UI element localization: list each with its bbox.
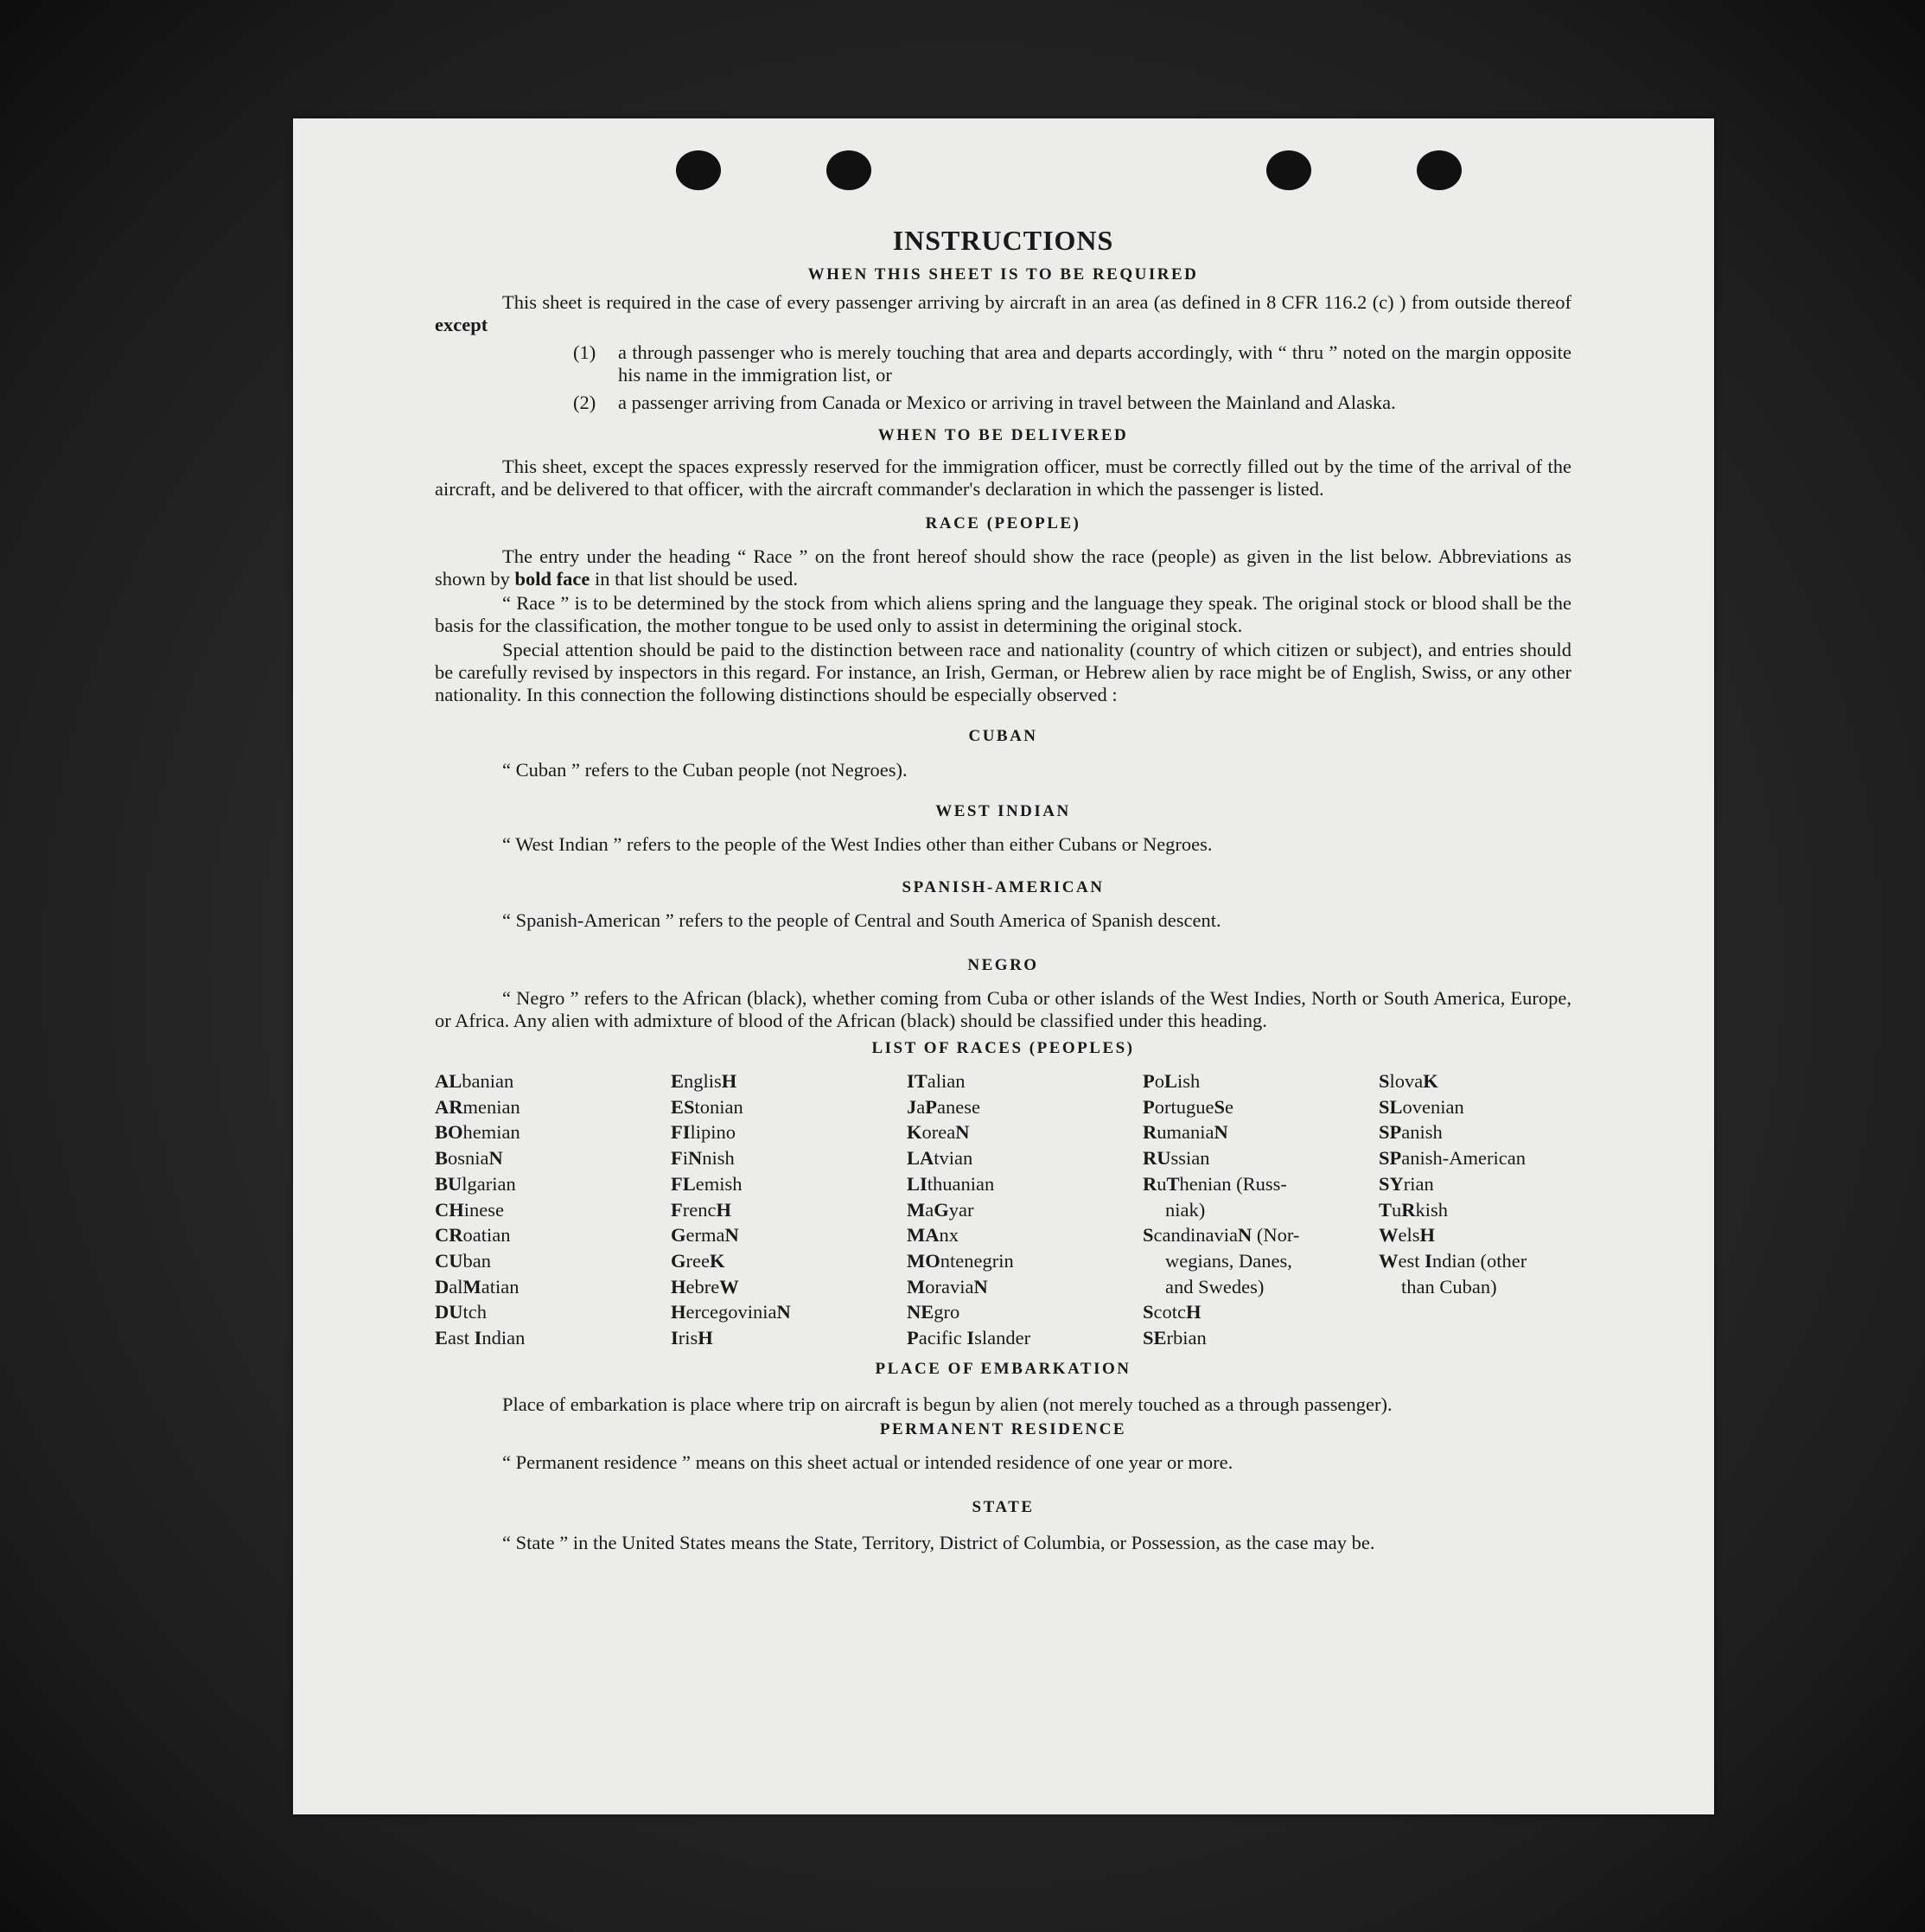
race-entry: CRoatian: [435, 1224, 511, 1247]
race-entry: HercegoviniaN: [671, 1301, 791, 1323]
section-heading: WHEN TO BE DELIVERED: [877, 426, 1129, 444]
race-entry: SYrian: [1379, 1172, 1434, 1195]
race-entry: CUban: [435, 1249, 491, 1272]
race-entry: JaPanese: [907, 1095, 980, 1118]
race-entry: Pacific Islander: [907, 1327, 1031, 1349]
race-entry: SPanish-American: [1379, 1147, 1526, 1170]
race-entry: MOntenegrin: [907, 1249, 1014, 1272]
section-heading: WHEN THIS SHEET IS TO BE REQUIRED: [807, 265, 1199, 284]
race-entry: KoreaN: [907, 1121, 970, 1144]
race-entry: EnglisH: [671, 1070, 737, 1092]
race-entry: ScandinaviaN (Nor-: [1143, 1224, 1300, 1247]
race-entry: BosniaN: [435, 1147, 503, 1170]
section-heading: CUBAN: [968, 727, 1038, 745]
race-entry: SlovaK: [1379, 1070, 1438, 1092]
race-entry: MoraviaN: [907, 1275, 988, 1298]
race-paragraph: The entry under the heading “ Race ” on the front hereof should show the race (people) as given in the list below. Abbreviations as shown by bold face in that list should be used.: [435, 545, 1571, 590]
list-item: (1) a through passenger who is merely touching that area and departs accordingly, with “ thru ” noted on the margin opposite his name in the immigration list, or: [573, 341, 1571, 386]
race-entry: NEgro: [907, 1301, 960, 1323]
section-heading: PLACE OF EMBARKATION: [875, 1359, 1131, 1378]
list-item: (2) a passenger arriving from Canada or Mexico or arriving in travel between the Mainland and Alaska.: [573, 392, 1396, 413]
race-entry: wegians, Danes,: [1165, 1249, 1292, 1272]
embarkation-text: Place of embarkation is place where trip on aircraft is begun by alien (not merely touched as a through passenger).: [502, 1393, 1393, 1415]
race-entry: DalMatian: [435, 1275, 519, 1298]
punch-hole: [676, 150, 721, 190]
section-heading: LIST OF RACES (PEOPLES): [871, 1039, 1135, 1057]
west-indian-text: “ West Indian ” refers to the people of the West Indies other than either Cubans or Negroes.: [502, 833, 1213, 855]
race-entry: RumaniaN: [1143, 1121, 1228, 1144]
race-entry: FiNnish: [671, 1147, 735, 1170]
race-entry: GermaN: [671, 1224, 739, 1247]
race-entry: SPanish: [1379, 1121, 1443, 1144]
race-column: [1143, 1068, 1379, 1351]
race-entry: than Cuban): [1401, 1275, 1497, 1298]
negro-text: “ Negro ” refers to the African (black), whether coming from Cuba or other islands of the West Indies, North or South America, Europe, or Africa. Any alien with admixture of blood of the African (black) should be classified under this heading.: [435, 987, 1571, 1031]
race-entry: LIthuanian: [907, 1172, 995, 1195]
race-column: [1379, 1068, 1571, 1351]
cuban-text: “ Cuban ” refers to the Cuban people (not Negroes).: [502, 759, 908, 781]
instructions-content: [435, 222, 1571, 1557]
race-entry: ScotcH: [1143, 1301, 1202, 1323]
spanish-american-text: “ Spanish-American ” refers to the people of Central and South America of Spanish descent.: [502, 909, 1221, 931]
race-entry: RuThenian (Russ-: [1143, 1172, 1287, 1195]
race-column: [907, 1068, 1143, 1351]
section-heading: RACE (PEOPLE): [925, 514, 1081, 532]
section-heading: WEST INDIAN: [935, 802, 1071, 820]
document-page: [293, 118, 1714, 1814]
race-entry: and Swedes): [1165, 1275, 1265, 1298]
bold-face-text: bold face: [514, 568, 590, 590]
except-bold: except: [435, 314, 488, 335]
punch-hole: [1417, 150, 1462, 190]
punch-hole: [826, 150, 871, 190]
race-entry: FrencH: [671, 1198, 731, 1221]
race-entry: WelsH: [1379, 1224, 1436, 1247]
race-entry: ALbanian: [435, 1070, 514, 1092]
section-heading: NEGRO: [967, 956, 1039, 974]
race-entry: MaGyar: [907, 1198, 974, 1221]
race-entry: SLovenian: [1379, 1095, 1464, 1118]
punch-hole: [1266, 150, 1311, 190]
race-entry: TuRkish: [1379, 1198, 1449, 1221]
race-entry: PortugueSe: [1143, 1095, 1233, 1118]
section-heading: STATE: [972, 1497, 1035, 1516]
race-column: [671, 1068, 907, 1351]
race-entry: GreeK: [671, 1249, 725, 1272]
race-entry: PoLish: [1143, 1070, 1201, 1092]
race-entry: IrisH: [671, 1327, 713, 1349]
page-title: INSTRUCTIONS: [892, 225, 1114, 256]
section-heading: SPANISH-AMERICAN: [902, 878, 1105, 896]
race-entry: FLemish: [671, 1172, 743, 1195]
state-text: “ State ” in the United States means the State, Territory, District of Columbia, or Possession, as the case may be.: [502, 1531, 1375, 1553]
race-column: [435, 1068, 671, 1351]
race-entry: BOhemian: [435, 1121, 520, 1144]
race-entry: LAtvian: [907, 1147, 973, 1170]
requirement-intro: This sheet is required in the case of every passenger arriving by aircraft in an area (as defined in 8 CFR 116.2 (c) ) from outside thereof except: [435, 291, 1571, 335]
race-entry: ARmenian: [435, 1095, 520, 1118]
section-heading: PERMANENT RESIDENCE: [879, 1419, 1127, 1438]
race-entry: SErbian: [1143, 1327, 1207, 1349]
race-paragraph: Special attention should be paid to the distinction between race and nationality (country of which citizen or subject), and entries should be carefully revised by inspectors in this regard. For instance, an Irish, German, or Hebrew alien by race might be of English, Swiss, or any other nationality. In this connection the following distinctions should be especially observed :: [435, 639, 1571, 705]
race-entry: DUtch: [435, 1301, 487, 1323]
residence-text: “ Permanent residence ” means on this sheet actual or intended residence of one year or more.: [502, 1451, 1233, 1473]
race-entry: niak): [1165, 1198, 1206, 1221]
race-entry: CHinese: [435, 1198, 504, 1221]
race-entry: EStonian: [671, 1095, 743, 1118]
race-entry: MAnx: [907, 1224, 959, 1247]
delivery-text: This sheet, except the spaces expressly reserved for the immigration officer, must be correctly filled out by the time of the arrival of the aircraft, and be delivered to that officer, with the aircraft commander's declaration in which the passenger is listed.: [435, 456, 1571, 500]
race-entry: East Indian: [435, 1327, 526, 1349]
race-entry: RUssian: [1143, 1147, 1210, 1170]
race-entry: FIlipino: [671, 1121, 736, 1144]
race-paragraph: “ Race ” is to be determined by the stock from which aliens spring and the language they speak. The original stock or blood shall be the basis for the classification, the mother tongue to be used only to assist in determining the original stock.: [435, 592, 1571, 636]
race-entry: BUlgarian: [435, 1172, 516, 1195]
race-entry: HebreW: [671, 1275, 739, 1298]
race-list: [435, 1068, 1571, 1351]
race-entry: ITalian: [907, 1070, 966, 1092]
race-entry: West Indian (other: [1379, 1249, 1527, 1272]
